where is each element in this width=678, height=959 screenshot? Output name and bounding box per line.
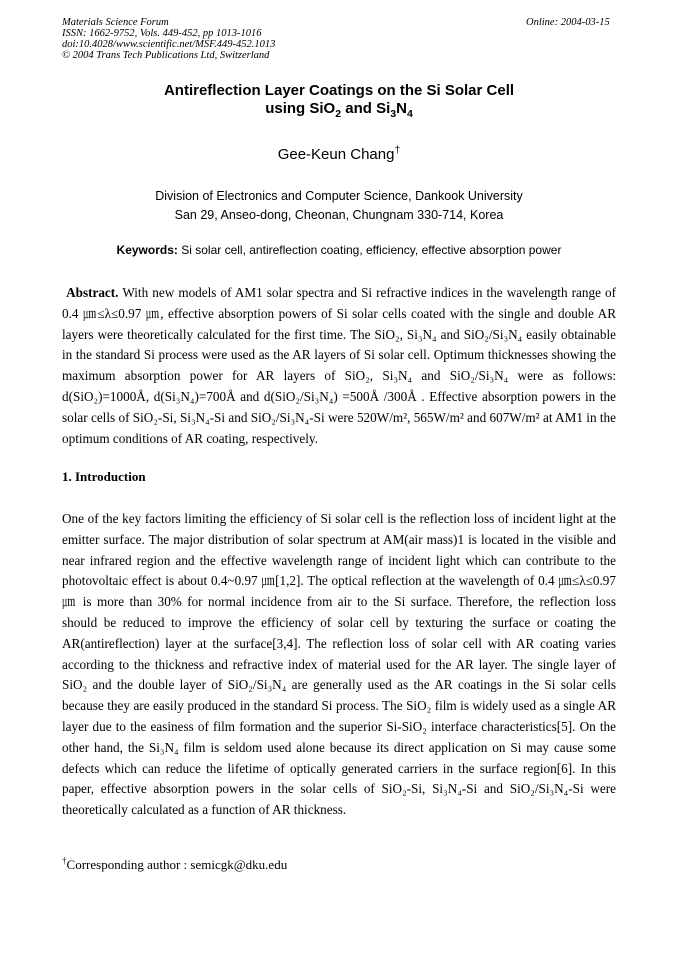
affiliation <box>0 187 678 225</box>
footnote <box>62 857 287 873</box>
abstract-text: With new models of AM1 solar spectra and Si refractive indices in the wavelength range of 0.4 ㎛≤λ≤0.97 ㎛, effective absorption powers of Si solar cells coated with the single and double AR layers were theoretically calculated for the first time. The SiO₂, Si₃N₄ and SiO₂/Si₃N₄ easily obtainable in the standard Si process were used as the AR layers of Si solar cell. Optimum thicknesses showing the maximum absorption power for AR layers of SiO₂, Si₃N₄ and SiO₂/Si₃N₄ were as follows: d(SiO₂)=1000Å, d(Si₃N₄)=700Å and d(SiO₂/Si₃N₄) =500Å /300Å . Effective absorption powers in the solar cells of SiO₂-Si, Si₃N₄-Si and SiO₂/Si₃N₄-Si were 520W/m², 565W/m² and 607W/m² at AM1 in the optimum conditions of AR coating, respectively. <box>62 285 616 446</box>
title-text: using SiO <box>265 100 336 117</box>
title-sub: 2 <box>335 108 342 120</box>
keywords <box>0 243 678 257</box>
keywords-label: Keywords: <box>116 243 178 257</box>
journal-name: Materials Science Forum <box>62 17 169 28</box>
title-text: and Si <box>341 100 391 117</box>
affiliation-line-1: Division of Electronics and Computer Science, Dankook University <box>155 189 523 203</box>
title-sub: 4 <box>406 108 413 120</box>
copyright: © 2004 Trans Tech Publications Ltd, Switzerland <box>62 50 270 61</box>
journal-header <box>62 17 275 61</box>
abstract <box>62 283 616 449</box>
online-date: Online: 2004-03-15 <box>526 17 610 28</box>
issn: ISSN: 1662-9752, Vols. 449-452, pp 1013-1016 <box>62 28 262 39</box>
footnote-mark: † <box>62 855 67 866</box>
title-text: N <box>396 100 407 117</box>
title-line-2 <box>0 100 678 118</box>
title-sub: 3 <box>390 108 397 120</box>
author <box>0 146 678 163</box>
footnote-text: Corresponding author : semicgk@dku.edu <box>66 857 288 872</box>
doi: doi:10.4028/www.scientific.net/MSF.449-452.1013 <box>62 39 276 50</box>
section-heading: 1. Introduction <box>62 469 146 484</box>
author-name: Gee-Keun Chang <box>277 146 395 163</box>
paper-title <box>0 82 678 118</box>
affiliation-line-2: San 29, Anseo-dong, Cheonan, Chungnam 330-714, Korea <box>174 208 504 222</box>
abstract-label: Abstract. <box>66 285 119 300</box>
keywords-text: Si solar cell, antireflection coating, efficiency, effective absorption power <box>177 243 562 257</box>
introduction-text: One of the key factors limiting the efficiency of Si solar cell is the reflection loss of incident light at the emitter surface. The major distribution of solar spectrum at AM(air mass)1 is located in the visible and near infrared region and the effective wavelength range of incident light which can contribute to the photovoltaic effect is about 0.4~0.97 ㎛[1,2]. The optical reflection at the wavelength of 0.4 ㎛≤λ≤0.97 ㎛ is more than 30% for normal incidence from air to the Si surface. Therefore, the reflection loss should be reduced to improve the efficiency of solar cell by texturing the surface or coating the AR(antireflection) layer at the surface[3,4]. The reflection loss of solar cell with AR coating varies according to the thickness and refractive index of material used for the AR layer. The single layer of SiO₂ and the double layer of SiO₂/Si₃N₄ are generally used as the AR coatings in the Si solar cells because they are easily produced in the standard Si process. The SiO₂ film is widely used as a single AR layer due to the easiness of film formation and the superior Si-SiO₂ interface characteristics[5]. On the other hand, the Si₃N₄ film is seldom used alone because its direct application on Si may cause some defects which can reduce the lifetime of optically generated carriers in the surface region[6]. In this paper, effective absorption powers in the solar cells of SiO₂-Si, Si₃N₄-Si and SiO₂/Si₃N₄-Si were theoretically calculated as a function of AR thickness. <box>62 511 616 818</box>
author-mark: † <box>394 144 401 156</box>
title-line-1: Antireflection Layer Coatings on the Si Solar Cell <box>163 82 515 99</box>
